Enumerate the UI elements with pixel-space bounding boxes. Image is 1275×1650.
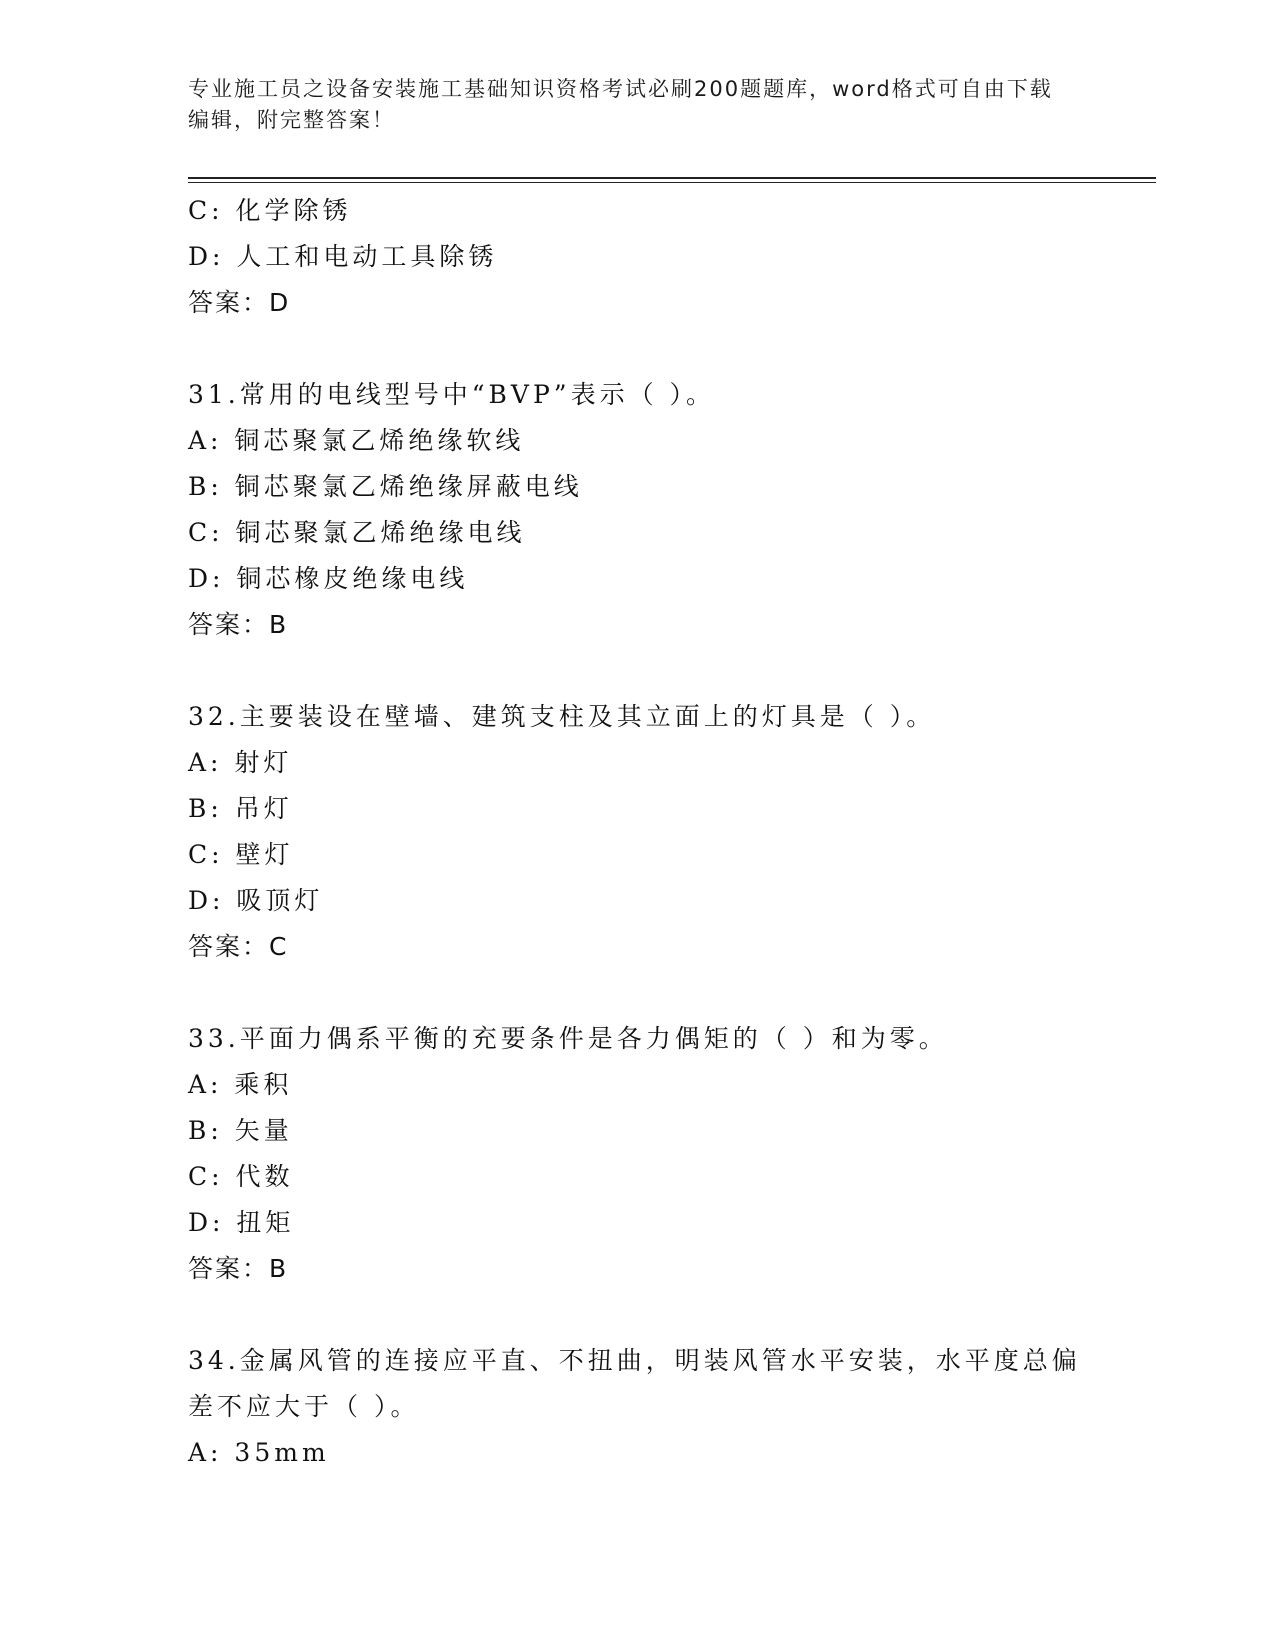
option-c: C: 代数 <box>188 1162 294 1191</box>
option-d: D: 铜芯橡皮绝缘电线 <box>188 564 469 593</box>
option-b: B: 吊灯 <box>188 794 293 823</box>
question-32-stem: 32.主要装设在壁墙、建筑支柱及其立面上的灯具是（ ）。 <box>188 702 936 731</box>
option-b: B: 铜芯聚氯乙烯绝缘屏蔽电线 <box>188 472 583 501</box>
header-rule-thin <box>188 182 1156 183</box>
answer-line: 答案：D <box>188 288 291 317</box>
answer-line: 答案：B <box>188 610 289 639</box>
option-c: C: 铜芯聚氯乙烯绝缘电线 <box>188 518 526 547</box>
option-d: D: 吸顶灯 <box>188 886 324 915</box>
option-c: C: 壁灯 <box>188 840 294 869</box>
option-a: A: 35mm <box>188 1438 330 1467</box>
option-a: A: 射灯 <box>188 748 293 777</box>
question-34-stem: 34.金属风管的连接应平直、不扭曲，明装风管水平安装，水平度总偏差不应大于（ ）。 <box>188 1346 1081 1421</box>
option-d: D: 人工和电动工具除锈 <box>188 242 498 271</box>
document-header: 专业施工员之设备安装施工基础知识资格考试必刷200题题库，word格式可自由下载编辑，附完整答案！ <box>188 77 1053 132</box>
question-33-stem: 33.平面力偶系平衡的充要条件是各力偶矩的（ ）和为零。 <box>188 1024 948 1053</box>
option-a: A: 乘积 <box>188 1070 293 1099</box>
question-list <box>188 188 1118 1476</box>
option-d: D: 扭矩 <box>188 1208 295 1237</box>
question-31-stem: 31.常用的电线型号中“BVP”表示（ ）。 <box>188 380 716 409</box>
option-a: A: 铜芯聚氯乙烯绝缘软线 <box>188 426 525 455</box>
answer-line: 答案：B <box>188 1254 289 1283</box>
option-c: C: 化学除锈 <box>188 196 352 225</box>
answer-line: 答案：C <box>188 932 289 961</box>
option-b: B: 矢量 <box>188 1116 293 1145</box>
header-rule-thick <box>188 177 1156 179</box>
